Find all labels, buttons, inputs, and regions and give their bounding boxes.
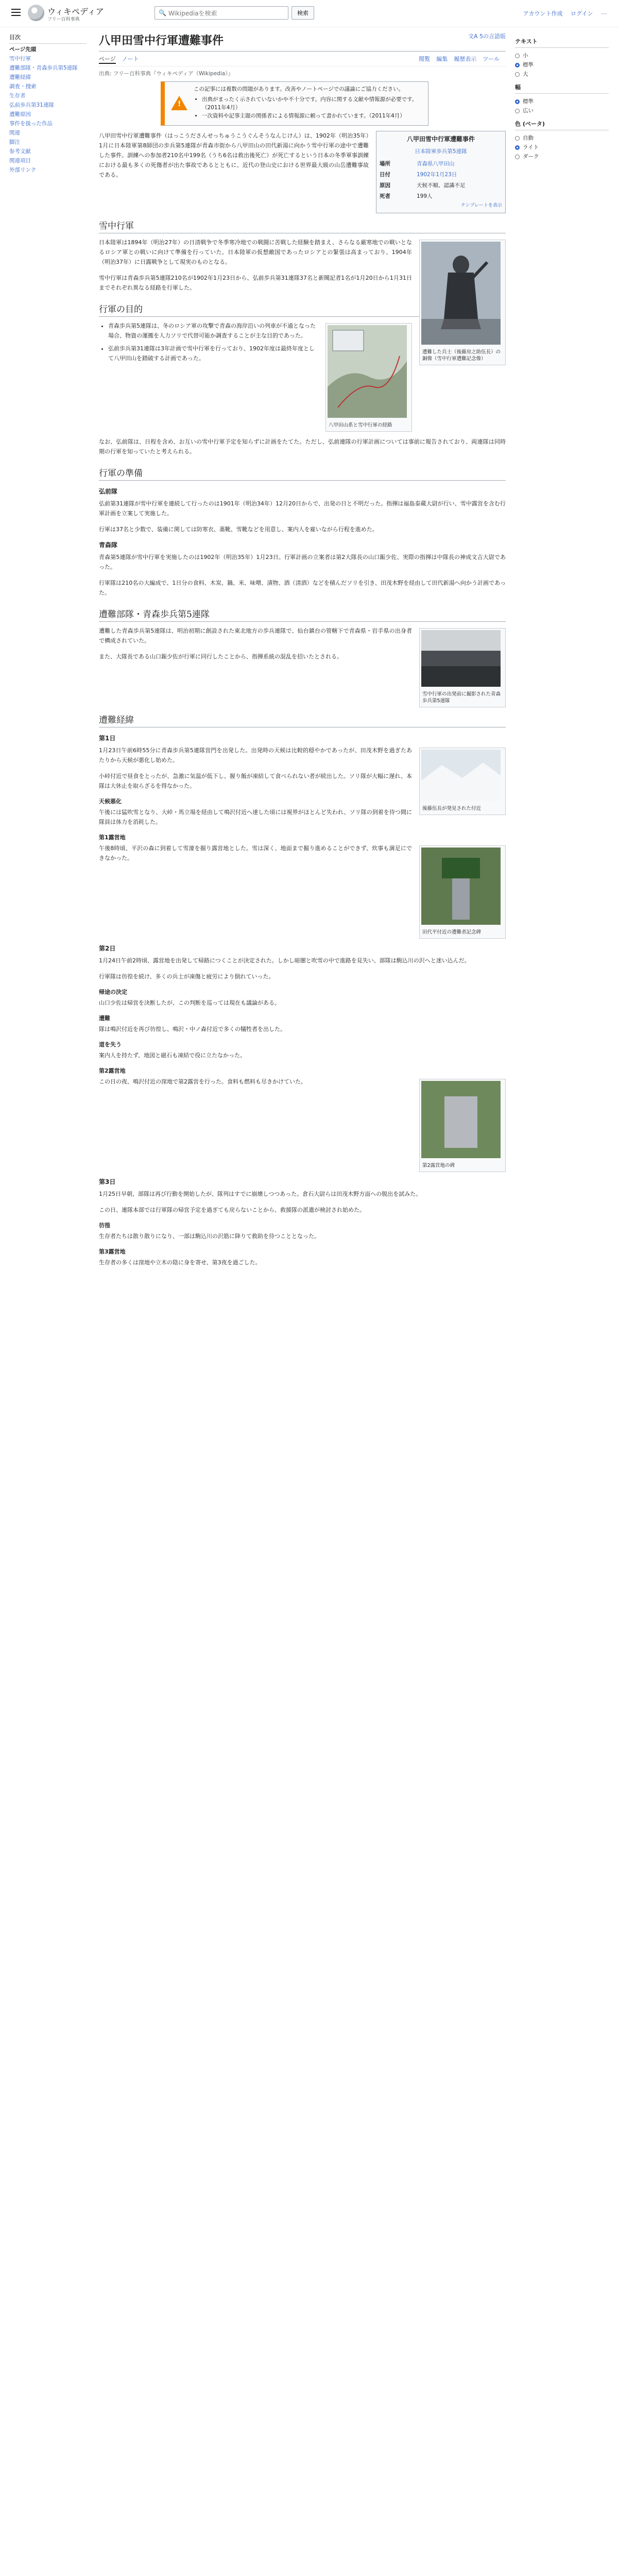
radio-option[interactable] bbox=[515, 133, 609, 143]
page-tabs bbox=[99, 55, 506, 66]
site-header bbox=[0, 0, 618, 27]
text-size-heading: テキスト bbox=[515, 37, 609, 48]
user-links bbox=[517, 9, 607, 18]
radio-icon[interactable] bbox=[515, 63, 520, 67]
paragraph: 行軍隊は彷徨を続け、多くの兵士が凍傷と疲労により倒れていった。 bbox=[99, 973, 274, 980]
tab-tools[interactable]: ツール bbox=[483, 56, 500, 62]
figure-monument bbox=[419, 845, 506, 939]
main-content bbox=[99, 30, 506, 1274]
toc-item[interactable]: 調査・捜索 bbox=[9, 83, 37, 90]
notice-item: • 一次資料や記事主題の関係者による情報源に頼って書かれています。（2011年4月） bbox=[202, 112, 423, 120]
list-item: • 青森歩兵第5連隊は、冬のロシア軍の攻撃で青森の海岸沿いの列車が不通となった場合、物資の運搬を人力ソリで代替可能か調査することが主な目的であった。 bbox=[108, 321, 506, 341]
more-options-icon[interactable]: ⋯ bbox=[601, 10, 607, 17]
subsection-heading: 弘前隊 bbox=[99, 488, 118, 495]
infobox-row: 死者 199人 bbox=[380, 193, 433, 199]
toc-item[interactable]: 雪中行軍 bbox=[9, 56, 31, 62]
page-title: 八甲田雪中行軍遭難事件 bbox=[99, 30, 506, 52]
snowfield-photo[interactable] bbox=[421, 750, 501, 801]
radio-icon[interactable] bbox=[515, 99, 520, 104]
wikipedia-logo[interactable] bbox=[28, 5, 44, 21]
radio-option[interactable] bbox=[515, 97, 609, 106]
width-heading: 幅 bbox=[515, 83, 609, 94]
tab-read[interactable]: 閲覧 bbox=[419, 56, 431, 62]
tab-edit[interactable]: 編集 bbox=[436, 56, 448, 62]
list-item: • 弘前歩兵第31連隊は3年計画で雪中行軍を行っており、1902年度は最終年度として八甲田山を踏破する計画であった。 bbox=[108, 344, 506, 363]
minor-heading: 遭難 bbox=[99, 1015, 110, 1022]
radio-label: 大 bbox=[523, 71, 528, 77]
infobox-subtitle[interactable]: 日本陸軍歩兵第5連隊 bbox=[415, 148, 467, 155]
tab-article[interactable]: ページ bbox=[99, 55, 116, 64]
paragraph: 遭難した青森歩兵第5連隊は、明治初期に創設された東北地方の歩兵連隊で、仙台鎮台の管轄下で青森県・岩手県の出身者で構成されていた。 bbox=[99, 628, 412, 644]
paragraph: 青森第5連隊が雪中行軍を実施したのは1902年（明治35年）1月23日。行軍計画の立案者は第2大隊長の山口鋠少佐、実際の指揮は中隊長の神成文吉大尉であった。 bbox=[99, 554, 506, 570]
from-line: 出典: フリー百科事典『ウィキペディア（Wikipedia）』 bbox=[99, 71, 233, 77]
section-heading: 行軍の準備 bbox=[99, 466, 506, 481]
toc-sidebar bbox=[9, 33, 87, 176]
radio-option[interactable] bbox=[515, 152, 609, 161]
minor-heading: 帰途の決定 bbox=[99, 989, 127, 995]
minor-heading: 第2露営地 bbox=[99, 1067, 126, 1074]
paragraph: 生存者の多くは窪地や立木の陰に身を寄せ、第3夜を過ごした。 bbox=[99, 1259, 261, 1266]
notice-lead: この記事には複数の問題があります。改善やノートページでの議論にご協力ください。 bbox=[194, 86, 404, 92]
login-link[interactable]: ログイン bbox=[571, 10, 593, 17]
toc-item[interactable]: 参考文献 bbox=[9, 148, 31, 155]
radio-option[interactable] bbox=[515, 106, 609, 115]
regiment-photo[interactable] bbox=[421, 630, 501, 687]
paragraph: 1月23日午前6時55分に青森歩兵第5連隊営門を出発した。出発時の天候は比較的穏やかであったが、田茂木野を過ぎたあたりから天候が悪化し始めた。 bbox=[99, 747, 412, 764]
subsection-heading: 第1日 bbox=[99, 735, 116, 742]
section-heading: 雪中行軍 bbox=[99, 218, 506, 233]
toc-heading: 目次 bbox=[9, 33, 87, 44]
radio-icon[interactable] bbox=[515, 54, 520, 58]
radio-label: ダーク bbox=[523, 154, 539, 160]
radio-label: 標準 bbox=[523, 98, 534, 105]
monument-photo[interactable] bbox=[421, 848, 501, 925]
radio-icon[interactable] bbox=[515, 136, 520, 141]
toc-item[interactable]: 脚注 bbox=[9, 139, 20, 145]
infobox-row: 日付 1902年1月23日 bbox=[380, 172, 457, 178]
infobox-row: 場所 青森県八甲田山 bbox=[380, 161, 455, 167]
paragraph: 案内人を持たず、地図と磁石も凍結で役に立たなかった。 bbox=[99, 1052, 246, 1059]
paragraph: 行軍は37名と少数で、装備に関しては防寒衣、藁靴、雪靴などを用意し、案内人を雇いながら行程を進めた。 bbox=[99, 526, 378, 533]
paragraph: なお、弘前隊は、日程を含め、お互いの雪中行軍予定を知らずに計画をたてた。ただし、弘前連隊の行軍計画については事前に報告されており、両連隊は同時期の行軍を知っていたと考えられる。 bbox=[99, 438, 506, 455]
figure-caption: 後藤伍長が発見された付近 bbox=[422, 806, 482, 811]
figure-map bbox=[325, 323, 412, 432]
toc-item[interactable]: 生存者 bbox=[9, 93, 26, 99]
route-image[interactable] bbox=[328, 325, 407, 418]
paragraph: 弘前第31連隊が雪中行軍を連続して行ったのは1901年（明治34年）12月20日からで、出発の日と不明だった。指揮は福島泰蔵大尉が行い、雪中露営を含む行軍計画を立案して実施した。 bbox=[99, 500, 506, 517]
toc-item-top[interactable]: ページ先頭 bbox=[9, 46, 37, 53]
radio-option[interactable] bbox=[515, 51, 609, 60]
issues-notice: ! この記事には複数の問題があります。改善やノートページでの議論にご協力ください。 • 出典がまったく示されていないかや不十分です。内容に関する文献や情報源が必要です。（2011年4月） • 一次資料や記事主題の関係者による情報源に頼って書かれています。（2011年4月） bbox=[161, 81, 428, 126]
paragraph: 行軍隊は210名の大編成で、1日分の食料、木炭、鍋、米、味噌、漬物、酒（清酒）などを積んだソリを引き、田茂木野を経由して田代新湯へ向かう計画であった。 bbox=[99, 580, 506, 596]
figure-caption: 雪中行軍の出発前に撮影された青森歩兵第5連隊 bbox=[422, 691, 501, 704]
paragraph: 1月25日早朝、部隊は再び行動を開始したが、隊列はすでに崩壊しつつあった。倉石大尉らは田茂木野方面への脱出を試みた。 bbox=[99, 1191, 422, 1197]
radio-icon[interactable] bbox=[515, 109, 520, 113]
search-box[interactable] bbox=[154, 6, 288, 20]
camp2-photo[interactable] bbox=[421, 1081, 501, 1158]
radio-icon[interactable] bbox=[515, 72, 520, 77]
intro-paragraph: 八甲田雪中行軍遭難事件（はっこうださんせっちゅうこうぐんそうなんじけん）は、1902年（明治35年）1月に日本陸軍第8師団の歩兵第5連隊が青森市街から八甲田山の田代新湯に向かう雪中行軍の途中で遭難した事件。訓練への参加者210名中199名（うち6名は救出後死亡）が死亡するという日本の冬季軍事訓練における最も多くの死傷者が出た事故であるとともに、近代の登山史における世界最大級の山岳遭難事故である。 bbox=[99, 132, 369, 178]
figure-caption: 田代平付近の遭難者記念碑 bbox=[422, 929, 482, 935]
paragraph: 隊は鳴沢付近を再び彷徨し、鳴沢・中ノ森付近で多くの犠牲者を出した。 bbox=[99, 1026, 286, 1032]
search-icon: 🔍 bbox=[159, 9, 166, 16]
minor-heading: 天候悪化 bbox=[99, 798, 122, 805]
section-heading: 遭難部隊・青森歩兵第5連隊 bbox=[99, 607, 506, 622]
tab-talk[interactable]: ノート bbox=[122, 56, 139, 62]
toc-item[interactable]: 弘前歩兵第31連隊 bbox=[9, 102, 54, 108]
paragraph: また、大隊長である山口鋠少佐が行軍に同行したことから、指揮系統の混乱を招いたとされる。 bbox=[99, 653, 342, 660]
minor-heading: 彷徨 bbox=[99, 1222, 110, 1229]
site-wordmark[interactable]: ウィキペディア bbox=[47, 7, 104, 16]
figure-caption: 第2露営地の碑 bbox=[422, 1163, 455, 1168]
radio-icon[interactable] bbox=[515, 155, 520, 159]
language-button[interactable]: 文A 5の言語版 bbox=[468, 33, 506, 40]
figure-camp2 bbox=[419, 1079, 506, 1172]
tab-history[interactable]: 履歴表示 bbox=[454, 56, 477, 62]
figure-caption: 八甲田山系と雪中行軍の経路 bbox=[329, 422, 392, 428]
notice-item: • 出典がまったく示されていないかや不十分です。内容に関する文献や情報源が必要です。（2011年4月） bbox=[202, 95, 423, 112]
toc-item[interactable]: 関連項目 bbox=[9, 158, 31, 164]
template-link[interactable]: テンプレートを表示 bbox=[460, 203, 502, 208]
paragraph: 午後8時頃、平沢の森に到着して雪濠を掘り露営地とした。雪は深く、地面まで掘り進めることができず、炊事も満足にできなかった。 bbox=[99, 845, 412, 861]
radio-label: ライト bbox=[523, 144, 539, 150]
section-heading: 行軍の目的 bbox=[99, 302, 506, 317]
figure-statue bbox=[419, 240, 506, 365]
figure-snowfield bbox=[419, 748, 506, 815]
paragraph: 日本陸軍は1894年（明治27年）の日清戦争で冬季寒冷地での戦闘に苦戦した経験を踏まえ、さらなる厳寒地での戦いとなるロシア軍との戦いに向けて準備を行っていた。日本陸軍の仮想敵国であったロシアとの緊張は高まっており、1904年（明治37年）に日露戦争として現実のものとなる。 bbox=[99, 239, 412, 265]
paragraph: この日の夜、鳴沢付近の窪地で第2露営を行った。食料も燃料も尽きかけていた。 bbox=[99, 1078, 306, 1085]
site-tagline: フリー百科事典 bbox=[47, 17, 80, 22]
subsection-heading: 青森隊 bbox=[99, 541, 118, 549]
radio-label: 小 bbox=[523, 53, 528, 59]
paragraph: 午後には猛吹雪となり、大峠・馬立場を経由して鳴沢付近へ達した頃には視界がほとんど失われ、ソリ隊の到着を待つ間に隊員は体力を消耗した。 bbox=[99, 809, 412, 825]
statue-image[interactable] bbox=[421, 242, 501, 345]
radio-label: 広い bbox=[523, 108, 534, 114]
appearance-tools bbox=[515, 33, 609, 161]
infobox-title: 八甲田雪中行軍遭難事件 bbox=[406, 135, 475, 143]
radio-option[interactable] bbox=[515, 70, 609, 79]
infobox-row: 原因 天候不順、認識不足 bbox=[380, 182, 466, 189]
search-input[interactable] bbox=[167, 8, 288, 19]
color-heading: 色 (ベータ) bbox=[515, 120, 609, 130]
toc-item[interactable]: 遭難部隊・青森歩兵第5連隊 bbox=[9, 65, 78, 71]
paragraph: 雪中行軍は青森歩兵第5連隊210名が1902年1月23日から、弘前歩兵第31連隊37名と新聞記者1名が1月20日から1月31日までそれぞれ異なる経路を行軍した。 bbox=[99, 275, 412, 291]
subsection-heading: 第2日 bbox=[99, 945, 116, 952]
paragraph: この日、連隊本部では行軍隊の帰営予定を過ぎても戻らないことから、救援隊の派遣が検討され始めた。 bbox=[99, 1207, 365, 1213]
radio-option[interactable] bbox=[515, 60, 609, 70]
section-heading: 遭難経緯 bbox=[99, 713, 506, 727]
minor-heading: 道を失う bbox=[99, 1041, 122, 1048]
minor-heading: 第3露営地 bbox=[99, 1248, 126, 1255]
main-menu-icon[interactable] bbox=[11, 9, 21, 16]
radio-option[interactable] bbox=[515, 143, 609, 152]
paragraph: 1月24日午前2時頃、露営地を出発して帰路につくことが決定された。しかし暗闇と吹雪の中で進路を見失い、部隊は駒込川の沢へと迷い込んだ。 bbox=[99, 957, 470, 964]
paragraph: 小峠付近で昼食をとったが、急激に気温が低下し、握り飯が凍結して食べられない者が続出した。ソリ隊が大幅に遅れ、本隊は大休止を取らざるを得なかった。 bbox=[99, 773, 412, 789]
paragraph: 山口少佐は帰営を決断したが、この判断を巡っては現在も議論がある。 bbox=[99, 999, 280, 1006]
radio-label: 標準 bbox=[523, 62, 534, 68]
toc-item[interactable]: 遭難経緯 bbox=[9, 74, 31, 80]
minor-heading: 第1露営地 bbox=[99, 834, 126, 841]
paragraph: 生存者たちは散り散りになり、一部は駒込川の沢筋に降りて救助を待つこととなった。 bbox=[99, 1233, 320, 1240]
toc-item[interactable]: 関連 bbox=[9, 130, 20, 136]
create-account-link[interactable]: アカウント作成 bbox=[523, 10, 563, 17]
infobox bbox=[376, 131, 506, 213]
toc-item[interactable]: 遭難原因 bbox=[9, 111, 31, 117]
toc-item[interactable]: 事件を扱った作品 bbox=[9, 121, 53, 127]
toc-item[interactable]: 外部リンク bbox=[9, 167, 37, 173]
radio-icon[interactable] bbox=[515, 145, 520, 150]
radio-label: 自動 bbox=[523, 135, 534, 141]
figure-regiment bbox=[419, 628, 506, 707]
subsection-heading: 第3日 bbox=[99, 1178, 116, 1185]
figure-caption: 遭難した兵士（後藤房之助伍長）の銅像（雪中行軍遭難記念像） bbox=[422, 349, 501, 362]
search-button[interactable]: 検索 bbox=[291, 6, 314, 20]
